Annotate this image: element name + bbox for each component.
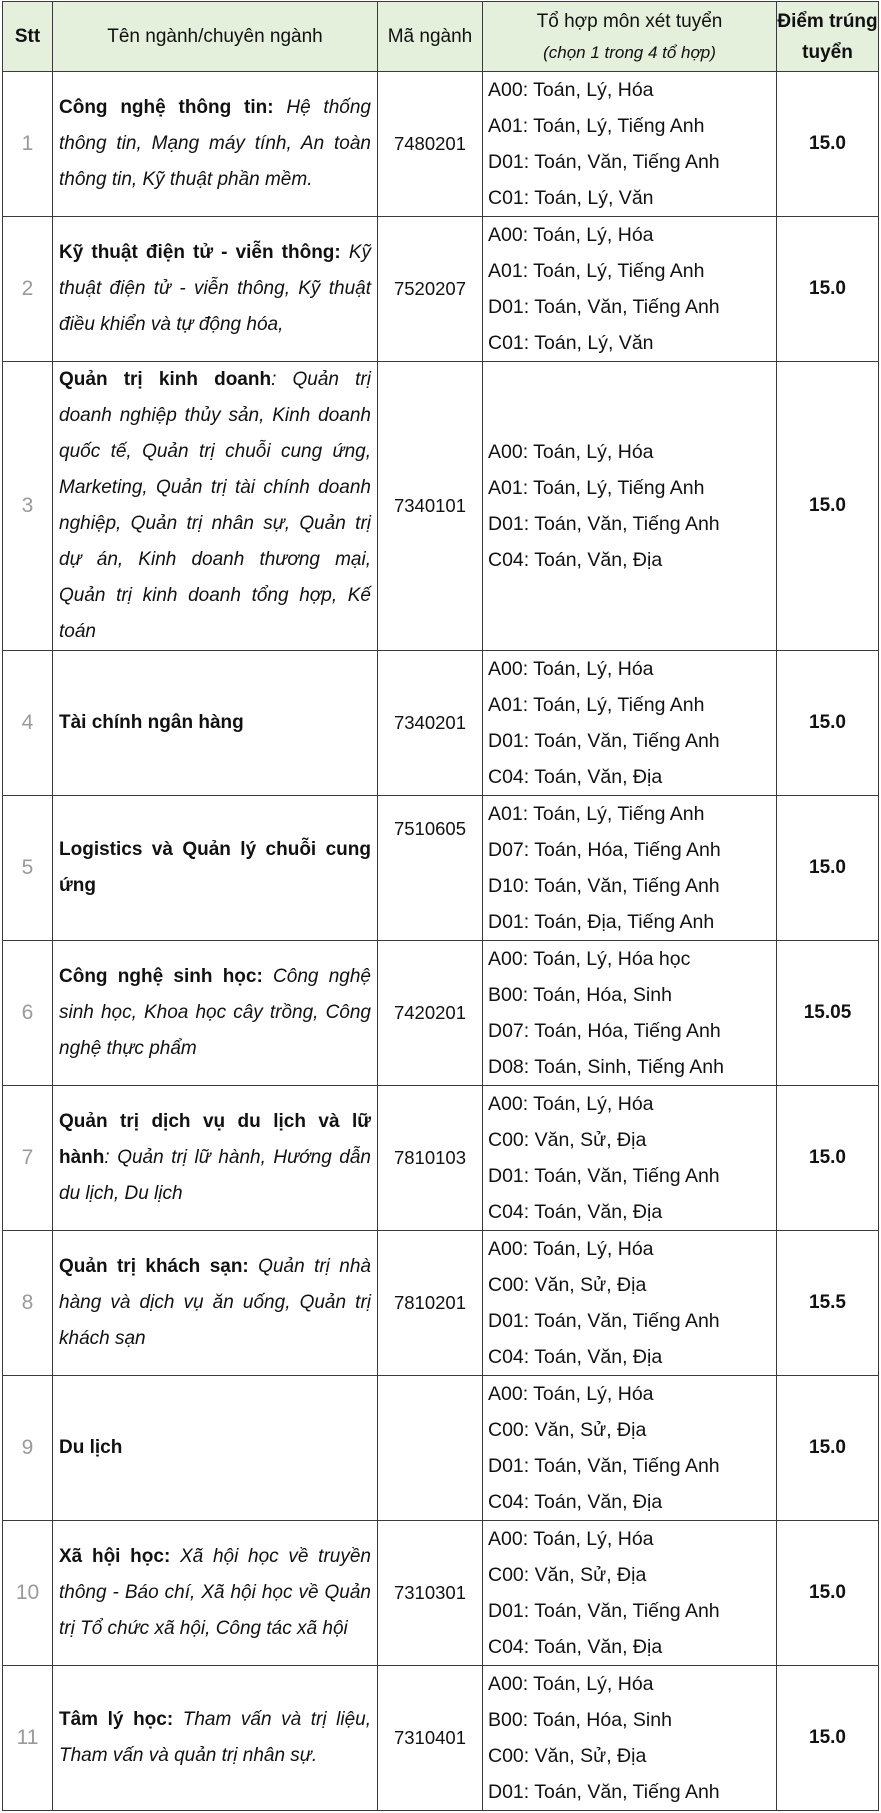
combo-item: D01: Toán, Văn, Tiếng Anh: [488, 1165, 720, 1187]
combo-item: A01: Toán, Lý, Tiếng Anh: [488, 477, 705, 499]
combo-item: C01: Toán, Lý, Văn: [488, 187, 654, 209]
major-title: Quản trị kinh doanh: [59, 369, 272, 390]
header-stt: Stt: [3, 2, 53, 72]
row-major-code: 7480201: [378, 72, 483, 217]
row-major-code: 7310301: [378, 1521, 483, 1666]
row-stt: 7: [3, 1086, 53, 1231]
row-combos: [483, 1231, 777, 1376]
combo-item: A00: Toán, Lý, Hóa: [488, 224, 654, 246]
combo-item: A00: Toán, Lý, Hóa: [488, 441, 654, 463]
table-row: [3, 72, 879, 217]
row-major-code: 7810201: [378, 1231, 483, 1376]
row-score: 15.0: [777, 72, 879, 217]
table-row: [3, 217, 879, 362]
combo-item: D01: Toán, Văn, Tiếng Anh: [488, 513, 720, 535]
header-code: Mã ngành: [378, 2, 483, 72]
major-title: Tâm lý học:: [59, 1709, 174, 1730]
major-specializations: Tham vấn và trị liệu, Tham vấn và quản trị nhân sự.: [59, 1709, 371, 1766]
row-score: 15.0: [777, 362, 879, 651]
major-title: Logistics và Quản lý chuỗi cung ứng: [59, 839, 371, 896]
row-major-code: 7340101: [378, 362, 483, 651]
table-body: [3, 72, 879, 1811]
row-combos: [483, 1666, 777, 1811]
row-combos: [483, 1376, 777, 1521]
row-stt: 6: [3, 941, 53, 1086]
combo-item: A00: Toán, Lý, Hóa: [488, 1528, 654, 1550]
combo-item: C01: Toán, Lý, Văn: [488, 332, 654, 354]
table-row: [3, 1521, 879, 1666]
combo-item: A01: Toán, Lý, Tiếng Anh: [488, 694, 705, 716]
row-major-code: 7310401: [378, 1666, 483, 1811]
row-major-code: 7520207: [378, 217, 483, 362]
row-stt: 11: [3, 1666, 53, 1811]
row-score: 15.0: [777, 1666, 879, 1811]
combo-item: C00: Văn, Sử, Địa: [488, 1129, 647, 1151]
combo-item: D01: Toán, Văn, Tiếng Anh: [488, 1310, 720, 1332]
header-combo-subtitle: (chọn 1 trong 4 tổ hợp): [543, 42, 716, 62]
combo-item: D10: Toán, Văn, Tiếng Anh: [488, 875, 720, 897]
table-row: [3, 651, 879, 796]
combo-item: A00: Toán, Lý, Hóa: [488, 1093, 654, 1115]
row-combos: [483, 362, 777, 651]
combo-item: C04: Toán, Văn, Địa: [488, 766, 663, 788]
combo-item: B00: Toán, Hóa, Sinh: [488, 1709, 672, 1731]
major-title: Tài chính ngân hàng: [59, 712, 244, 733]
row-major-code: 7420201: [378, 941, 483, 1086]
combo-item: D08: Toán, Sinh, Tiếng Anh: [488, 1056, 724, 1078]
combo-item: D07: Toán, Hóa, Tiếng Anh: [488, 839, 721, 861]
header-combo-title: Tổ hợp môn xét tuyển: [536, 10, 723, 32]
combo-item: C00: Văn, Sử, Địa: [488, 1274, 647, 1296]
row-major-name: [53, 796, 378, 941]
row-major-code: 7810103: [378, 1086, 483, 1231]
row-score: 15.0: [777, 1521, 879, 1666]
admission-score-table: [2, 1, 879, 1811]
major-title: Kỹ thuật điện tử - viễn thông:: [59, 242, 341, 263]
row-stt: 10: [3, 1521, 53, 1666]
row-stt: 3: [3, 362, 53, 651]
combo-item: C04: Toán, Văn, Địa: [488, 1201, 663, 1223]
header-combo: [483, 2, 777, 72]
row-combos: [483, 1086, 777, 1231]
table-row: [3, 362, 879, 651]
row-major-name: [53, 651, 378, 796]
row-stt: 5: [3, 796, 53, 941]
combo-item: D01: Toán, Văn, Tiếng Anh: [488, 1455, 720, 1477]
major-title: Du lịch: [59, 1437, 123, 1458]
combo-item: C00: Văn, Sử, Địa: [488, 1745, 647, 1767]
combo-item: D01: Toán, Văn, Tiếng Anh: [488, 296, 720, 318]
row-combos: [483, 941, 777, 1086]
major-title: Công nghệ sinh học:: [59, 966, 263, 987]
major-specializations: : Quản trị doanh nghiệp thủy sản, Kinh doanh quốc tế, Quản trị chuỗi cung ứng, Marketing, Quản trị tài chính doanh nghiệp, Quản trị nhân sự, Quản trị dự án, Kinh doanh thương mại, Quản trị kinh doanh tổng hợp, Kế toán: [59, 369, 371, 642]
row-major-name: [53, 217, 378, 362]
major-title: Công nghệ thông tin:: [59, 97, 274, 118]
combo-item: C04: Toán, Văn, Địa: [488, 1636, 663, 1658]
row-major-code: 7340201: [378, 651, 483, 796]
row-combos: [483, 1521, 777, 1666]
row-major-code: 7510605: [378, 796, 483, 941]
header-score-line1: Điểm trúng: [777, 10, 878, 32]
row-major-code: [378, 1376, 483, 1521]
row-stt: 1: [3, 72, 53, 217]
combo-item: D01: Toán, Văn, Tiếng Anh: [488, 730, 720, 752]
table-row: [3, 1086, 879, 1231]
combo-item: A00: Toán, Lý, Hóa: [488, 1673, 654, 1695]
combo-item: A01: Toán, Lý, Tiếng Anh: [488, 803, 705, 825]
combo-item: D01: Toán, Văn, Tiếng Anh: [488, 151, 720, 173]
row-stt: 9: [3, 1376, 53, 1521]
row-score: 15.0: [777, 217, 879, 362]
combo-item: C00: Văn, Sử, Địa: [488, 1564, 647, 1586]
table-row: [3, 941, 879, 1086]
header-name: Tên ngành/chuyên ngành: [53, 2, 378, 72]
table-row: [3, 796, 879, 941]
row-score: 15.0: [777, 796, 879, 941]
combo-item: D01: Toán, Văn, Tiếng Anh: [488, 1781, 720, 1803]
row-major-name: [53, 1376, 378, 1521]
row-score: 15.0: [777, 1376, 879, 1521]
combo-item: A01: Toán, Lý, Tiếng Anh: [488, 115, 705, 137]
combo-item: C04: Toán, Văn, Địa: [488, 549, 663, 571]
major-specializations: : Quản trị lữ hành, Hướng dẫn du lịch, Du lịch: [59, 1147, 371, 1204]
combo-item: D01: Toán, Văn, Tiếng Anh: [488, 1600, 720, 1622]
combo-item: B00: Toán, Hóa, Sinh: [488, 984, 672, 1006]
combo-item: A00: Toán, Lý, Hóa: [488, 658, 654, 680]
row-major-name: [53, 1231, 378, 1376]
combo-item: A01: Toán, Lý, Tiếng Anh: [488, 260, 705, 282]
row-major-name: [53, 941, 378, 1086]
combo-item: A00: Toán, Lý, Hóa học: [488, 948, 691, 970]
row-stt: 8: [3, 1231, 53, 1376]
row-combos: [483, 217, 777, 362]
row-score: 15.5: [777, 1231, 879, 1376]
major-specializations: Xã hội học về truyền thông - Báo chí, Xã hội học về Quản trị Tổ chức xã hội, Công tác xã hội: [59, 1546, 371, 1639]
major-title: Xã hội học:: [59, 1546, 171, 1567]
major-title: Quản trị dịch vụ du lịch và lữ hành: [59, 1111, 371, 1168]
combo-item: C04: Toán, Văn, Địa: [488, 1491, 663, 1513]
major-specializations: Hệ thống thông tin, Mạng máy tính, An toàn thông tin, Kỹ thuật phần mềm.: [59, 97, 371, 190]
table-row: [3, 1231, 879, 1376]
row-stt: 2: [3, 217, 53, 362]
major-specializations: Quản trị nhà hàng và dịch vụ ăn uống, Quản trị khách sạn: [59, 1256, 372, 1349]
row-major-name: [53, 1666, 378, 1811]
table-header-row: [3, 2, 879, 72]
row-score: 15.0: [777, 1086, 879, 1231]
row-major-name: [53, 362, 378, 651]
combo-item: A00: Toán, Lý, Hóa: [488, 1383, 654, 1405]
combo-item: C04: Toán, Văn, Địa: [488, 1346, 663, 1368]
combo-item: D01: Toán, Địa, Tiếng Anh: [488, 911, 715, 933]
combo-item: A00: Toán, Lý, Hóa: [488, 79, 654, 101]
row-score: 15.0: [777, 651, 879, 796]
row-major-name: [53, 1086, 378, 1231]
row-major-name: [53, 1521, 378, 1666]
row-major-name: [53, 72, 378, 217]
row-combos: [483, 651, 777, 796]
table-row: [3, 1666, 879, 1811]
row-combos: [483, 796, 777, 941]
row-stt: 4: [3, 651, 53, 796]
header-score-line2: tuyển: [802, 41, 853, 63]
major-specializations: Kỹ thuật điện tử - viễn thông, Kỹ thuật điều khiển và tự động hóa,: [59, 242, 371, 335]
row-combos: [483, 72, 777, 217]
major-specializations: Công nghệ sinh học, Khoa học cây trồng, Công nghệ thực phẩm: [59, 966, 371, 1059]
table-row: [3, 1376, 879, 1521]
row-score: 15.05: [777, 941, 879, 1086]
major-title: Quản trị khách sạn:: [59, 1256, 249, 1277]
combo-item: D07: Toán, Hóa, Tiếng Anh: [488, 1020, 721, 1042]
header-score: [777, 2, 879, 72]
combo-item: C00: Văn, Sử, Địa: [488, 1419, 647, 1441]
combo-item: A00: Toán, Lý, Hóa: [488, 1238, 654, 1260]
